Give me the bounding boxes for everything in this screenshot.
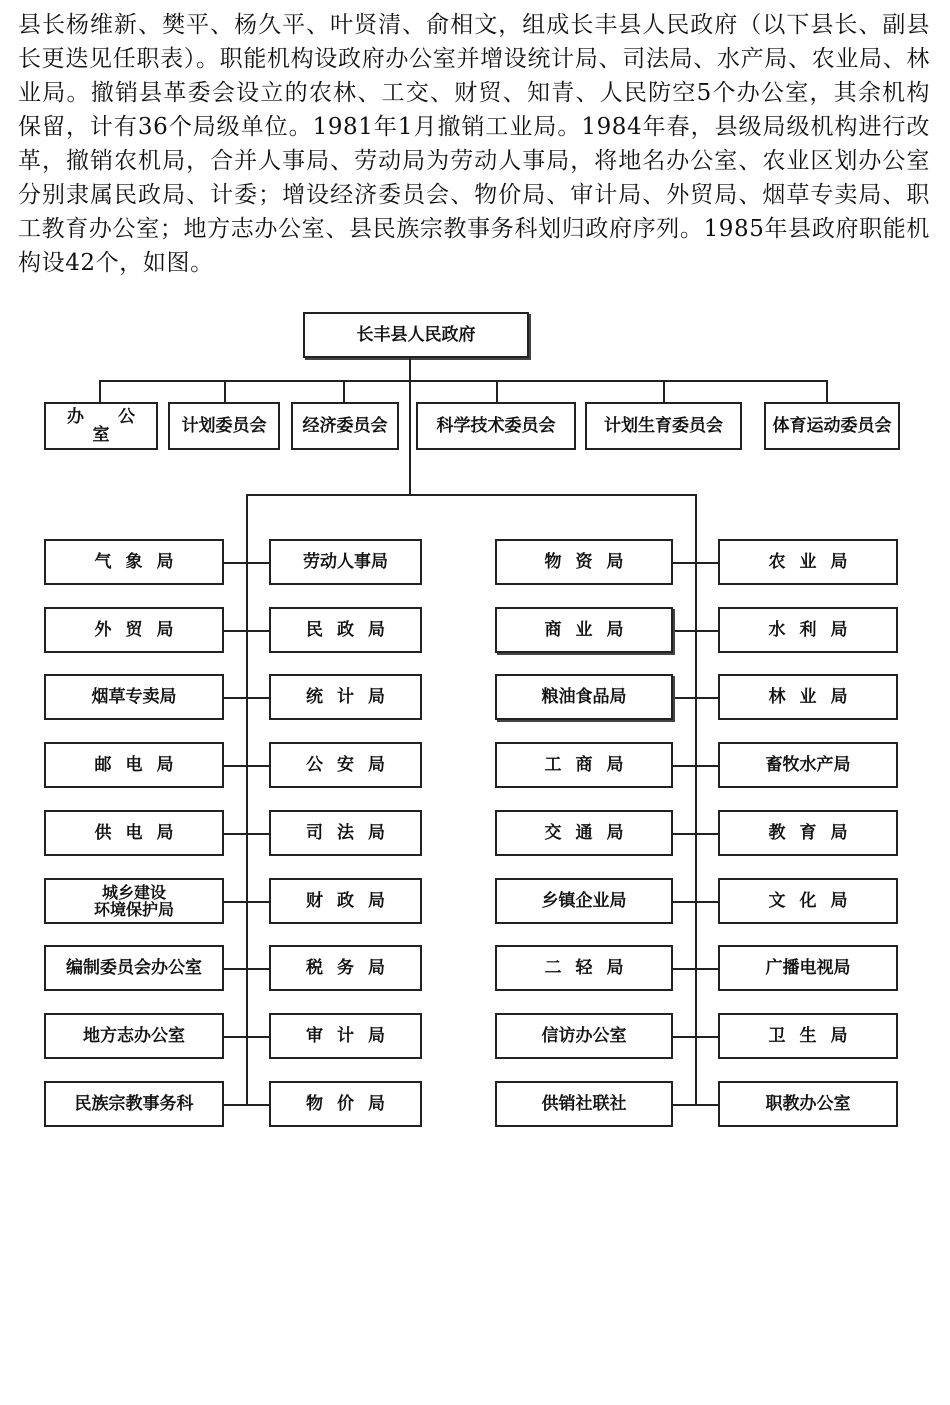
bureau-box — [269, 945, 422, 991]
top-unit-label: 计划委员会 — [181, 416, 267, 436]
connector-left — [224, 765, 269, 767]
bureau-box — [495, 607, 673, 653]
trunk-line — [409, 358, 411, 495]
top-drop — [224, 380, 226, 402]
bureau-label: 编制委员会办公室 — [66, 958, 202, 978]
bureau-label: 农业局 — [768, 552, 862, 572]
bureau-label: 林业局 — [768, 687, 862, 707]
bureau-box — [495, 878, 673, 924]
bureau-box — [718, 674, 898, 720]
bureau-box — [495, 539, 673, 585]
bureau-box — [718, 945, 898, 991]
top-unit-label: 科学技术委员会 — [436, 416, 556, 436]
bureau-box — [44, 945, 224, 991]
bureau-label: 职教办公室 — [765, 1094, 851, 1114]
top-unit-family-planning-committee — [585, 402, 742, 450]
top-unit-label: 计划生育委员会 — [604, 416, 723, 436]
connector-right — [673, 901, 718, 903]
connector-right — [673, 1104, 718, 1106]
top-unit-sports-committee — [764, 402, 900, 450]
bureau-label: 地方志办公室 — [83, 1026, 185, 1046]
bureau-box — [718, 1081, 898, 1127]
bureau-box — [718, 539, 898, 585]
bureau-label: 文化局 — [768, 891, 862, 911]
top-unit-office — [44, 402, 158, 450]
connector-right — [673, 697, 718, 699]
bureau-label: 卫生局 — [768, 1026, 862, 1046]
connector-right — [673, 1036, 718, 1038]
top-unit-economic-committee — [291, 402, 399, 450]
bureau-box — [269, 742, 422, 788]
intro-paragraph: 县长杨维新、樊平、杨久平、叶贤清、俞相文，组成长丰县人民政府（以下县长、副县长更迭见任职表）。职能机构设政府办公室并增设统计局、司法局、水产局、农业局、林业局。撤销县革委会设立的农林、工交、财贸、知青、人民防空5个办公室，其余机构保留，计有36个局级单位。1981年1月撤销工业局。1984年春，县级局级机构进行改革，撤销农机局，合并人事局、劳动局为劳动人事局，将地名办公室、农业区划办公室分别隶属民政局、计委；增设经济委员会、物价局、审计局、外贸局、烟草专卖局、职工教育办公室；地方志办公室、县民族宗教事务科划归政府序列。1985年县政府职能机构设42个，如图。 — [18, 12, 930, 276]
bureau-box — [44, 607, 224, 653]
bureau-box — [718, 878, 898, 924]
root-label: 长丰县人民政府 — [356, 325, 476, 345]
bureau-label-line: 城乡建设 — [101, 883, 166, 902]
connector-right — [673, 833, 718, 835]
bureau-label: 物资局 — [544, 552, 638, 572]
bureau-label: 物价局 — [306, 1094, 399, 1114]
bureau-label: 教育局 — [768, 823, 862, 843]
top-drop — [343, 380, 345, 402]
connector-right — [673, 630, 718, 632]
bureau-label: 邮电局 — [94, 755, 188, 775]
bureau-box — [44, 742, 224, 788]
bureau-box — [718, 742, 898, 788]
bureau-box — [718, 607, 898, 653]
bureau-label: 民政局 — [306, 620, 399, 640]
bureau-box — [44, 674, 224, 720]
connector-right — [673, 562, 718, 564]
bureau-label: 交通局 — [544, 823, 638, 843]
bureau-label: 税务局 — [306, 958, 399, 978]
connector-left — [224, 901, 269, 903]
bureau-box — [718, 1013, 898, 1059]
bureau-box — [44, 1081, 224, 1127]
bureau-box — [44, 1013, 224, 1059]
bureau-label: 商业局 — [544, 620, 638, 640]
bureau-label: 烟草专卖局 — [91, 687, 177, 707]
bureau-label: 信访办公室 — [541, 1026, 627, 1046]
bureau-box — [495, 810, 673, 856]
bureau-box — [44, 878, 224, 924]
bureau-label: 水利局 — [768, 620, 862, 640]
bureau-label: 广播电视局 — [765, 958, 851, 978]
right-spine-line — [695, 494, 697, 1106]
bureau-box — [495, 1081, 673, 1127]
connector-left — [224, 1104, 269, 1106]
bureau-label: 外贸局 — [94, 620, 188, 640]
connector-left — [224, 630, 269, 632]
root-government-box — [303, 312, 529, 358]
bureau-box — [269, 539, 422, 585]
bureau-box — [44, 810, 224, 856]
connector-left — [224, 1036, 269, 1038]
bureau-box — [269, 674, 422, 720]
top-drop — [99, 380, 101, 402]
bureau-label: 司法局 — [306, 823, 399, 843]
connector-right — [673, 765, 718, 767]
connector-left — [224, 562, 269, 564]
top-bus-line — [99, 380, 827, 382]
top-unit-label: 经济委员会 — [302, 416, 388, 436]
bureau-box — [495, 742, 673, 788]
lower-bus-line — [246, 494, 697, 496]
bureau-label-line: 环境保护局 — [93, 900, 174, 919]
top-drop — [826, 380, 828, 402]
bureau-box — [495, 1013, 673, 1059]
connector-left — [224, 968, 269, 970]
bureau-label: 民族宗教事务科 — [74, 1094, 194, 1114]
bureau-box — [269, 1013, 422, 1059]
bureau-box — [269, 607, 422, 653]
bureau-box — [718, 810, 898, 856]
bureau-label: 乡镇企业局 — [541, 891, 627, 911]
top-unit-planning-committee — [168, 402, 280, 450]
bureau-label: 财政局 — [306, 891, 399, 911]
bureau-box — [495, 674, 673, 720]
bureau-box — [495, 945, 673, 991]
bureau-label: 工商局 — [544, 755, 638, 775]
bureau-label: 统计局 — [306, 687, 399, 707]
bureau-label: 气象局 — [94, 552, 188, 572]
bureau-box — [44, 539, 224, 585]
bureau-label: 粮油食品局 — [541, 687, 627, 707]
bureau-label: 供销社联社 — [541, 1094, 627, 1114]
bureau-label: 二轻局 — [544, 958, 638, 978]
top-unit-label: 办 公 室 — [67, 407, 149, 445]
bureau-label: 供电局 — [94, 823, 188, 843]
bureau-label: 审计局 — [306, 1026, 399, 1046]
left-spine-line — [246, 494, 248, 1106]
bureau-label: 劳动人事局 — [303, 552, 388, 572]
top-unit-label: 体育运动委员会 — [772, 416, 892, 436]
connector-left — [224, 697, 269, 699]
bureau-box — [269, 878, 422, 924]
bureau-box — [269, 1081, 422, 1127]
connector-right — [673, 968, 718, 970]
top-drop — [663, 380, 665, 402]
bureau-box — [269, 810, 422, 856]
top-drop — [496, 380, 498, 402]
connector-left — [224, 833, 269, 835]
top-unit-science-committee — [416, 402, 576, 450]
bureau-label: 公安局 — [306, 755, 399, 775]
bureau-label: 畜牧水产局 — [765, 755, 851, 775]
